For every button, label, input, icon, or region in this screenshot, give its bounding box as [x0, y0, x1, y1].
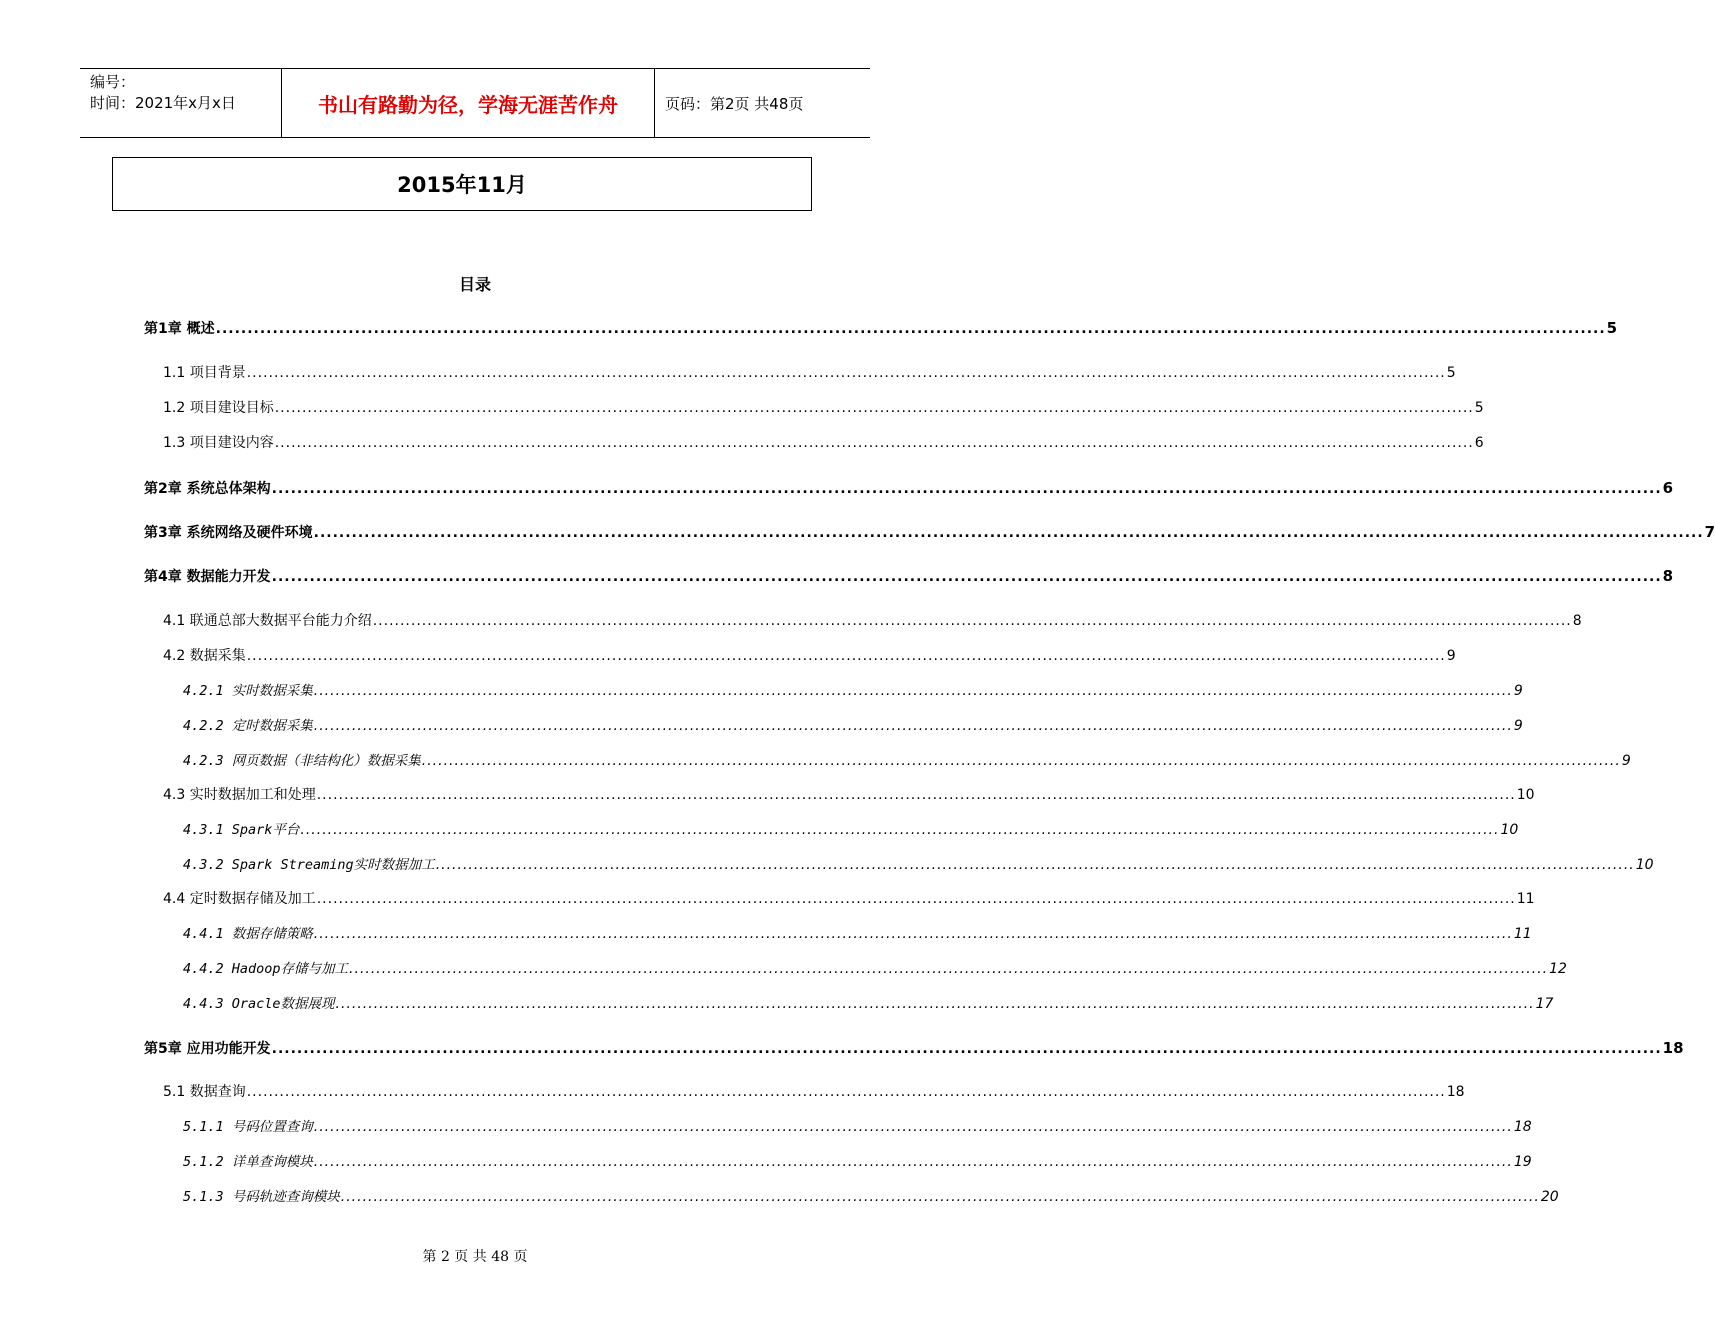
- toc-dot-leader: ............................................................................................................................................................................................................................: [300, 822, 1500, 838]
- toc-entry[interactable]: [183, 959, 1567, 979]
- toc-entry-page: 5: [1606, 319, 1618, 337]
- toc-entry-page: 11: [1513, 926, 1532, 942]
- toc-dot-leader: ............................................................................................................................................................................................................................: [313, 926, 1513, 942]
- toc-entry[interactable]: [183, 716, 1523, 736]
- motto: 书山有路勤为径，学海无涯苦作舟: [281, 69, 655, 137]
- toc-entry-label: 4.2.1 实时数据采集: [183, 683, 313, 699]
- header-left-cell: [80, 69, 281, 137]
- toc-dot-leader: ............................................................................................................................................................................................................................: [313, 525, 1704, 541]
- toc-entry[interactable]: [144, 318, 1618, 339]
- toc-entry-page: 6: [1662, 479, 1674, 497]
- toc-entry-page: 20: [1540, 1189, 1559, 1205]
- toc-entry[interactable]: [183, 681, 1523, 701]
- toc-entry-page: 10: [1516, 787, 1535, 803]
- toc-entry-label: 4.2 数据采集: [163, 648, 246, 664]
- toc-entry[interactable]: [163, 398, 1484, 418]
- toc-dot-leader: ............................................................................................................................................................................................................................: [316, 891, 1516, 907]
- toc-dot-leader: ............................................................................................................................................................................................................................: [313, 683, 1513, 699]
- toc-entry-page: 9: [1513, 718, 1523, 734]
- toc-dot-leader: ............................................................................................................................................................................................................................: [372, 613, 1572, 629]
- time-label: 时间：2021年x月x日: [90, 94, 236, 112]
- toc-dot-leader: ............................................................................................................................................................................................................................: [340, 1189, 1540, 1205]
- toc-entry-page: 11: [1516, 891, 1535, 907]
- date-title-box: [112, 157, 812, 211]
- toc-entry-label: 1.3 项目建设内容: [163, 435, 274, 451]
- toc-dot-leader: ............................................................................................................................................................................................................................: [435, 857, 1635, 873]
- toc-entry[interactable]: [163, 889, 1535, 909]
- toc-entry[interactable]: [183, 820, 1519, 840]
- toc-dot-leader: ............................................................................................................................................................................................................................: [274, 400, 1474, 416]
- toc-entry-label: 4.3 实时数据加工和处理: [163, 787, 316, 803]
- toc-entry[interactable]: [163, 363, 1456, 383]
- toc-dot-leader: ............................................................................................................................................................................................................................: [271, 1041, 1662, 1057]
- toc-entry[interactable]: [183, 1152, 1532, 1172]
- header-table: [80, 68, 870, 138]
- toc-dot-leader: ............................................................................................................................................................................................................................: [246, 648, 1446, 664]
- toc-entry[interactable]: [144, 478, 1674, 499]
- toc-entry-label: 4.4.3 Oracle数据展现: [183, 996, 335, 1012]
- toc-entry-label: 4.4 定时数据存储及加工: [163, 891, 316, 907]
- toc-entry[interactable]: [144, 522, 1715, 543]
- toc-dot-leader: ............................................................................................................................................................................................................................: [246, 365, 1446, 381]
- toc-dot-leader: ............................................................................................................................................................................................................................: [271, 569, 1662, 585]
- toc-entry-label: 5.1 数据查询: [163, 1084, 246, 1100]
- toc-entry-page: 9: [1513, 683, 1523, 699]
- toc-dot-leader: ............................................................................................................................................................................................................................: [215, 321, 1606, 337]
- toc-entry[interactable]: [163, 1082, 1465, 1102]
- toc-entry-label: 1.2 项目建设目标: [163, 400, 274, 416]
- toc-dot-leader: ............................................................................................................................................................................................................................: [313, 1119, 1513, 1135]
- toc-entry-page: 9: [1621, 753, 1631, 769]
- toc-entry-page: 6: [1474, 435, 1484, 451]
- toc-entry[interactable]: [183, 924, 1532, 944]
- page-footer: 第 2 页 共 48 页: [422, 1249, 528, 1265]
- toc-entry[interactable]: [183, 855, 1654, 875]
- toc-dot-leader: ............................................................................................................................................................................................................................: [335, 996, 1535, 1012]
- toc-dot-leader: ............................................................................................................................................................................................................................: [349, 961, 1549, 977]
- toc-entry-page: 10: [1635, 857, 1654, 873]
- toc-entry-page: 9: [1446, 648, 1456, 664]
- toc-entry[interactable]: [183, 751, 1631, 771]
- toc-entry-label: 4.4.2 Hadoop存储与加工: [183, 961, 349, 977]
- toc-entry-page: 17: [1535, 996, 1554, 1012]
- toc-entry-label: 5.1.2 详单查询模块: [183, 1154, 313, 1170]
- toc-entry-page: 18: [1662, 1039, 1684, 1057]
- toc-entry-label: 4.3.1 Spark平台: [183, 822, 300, 838]
- toc-entry-label: 1.1 项目背景: [163, 365, 246, 381]
- toc-entry-page: 18: [1446, 1084, 1465, 1100]
- toc-entry-label: 第5章 应用功能开发: [144, 1041, 271, 1057]
- toc-entry[interactable]: [163, 785, 1535, 805]
- toc-entry-page: 5: [1446, 365, 1456, 381]
- toc-dot-leader: ............................................................................................................................................................................................................................: [313, 718, 1513, 734]
- toc-heading: 目录: [458, 275, 491, 294]
- toc-dot-leader: ............................................................................................................................................................................................................................: [246, 1084, 1446, 1100]
- toc-entry[interactable]: [183, 1187, 1559, 1207]
- toc-entry-label: 4.2.3 网页数据（非结构化）数据采集: [183, 753, 421, 769]
- toc-entry[interactable]: [163, 611, 1582, 631]
- toc-entry-label: 5.1.1 号码位置查询: [183, 1119, 313, 1135]
- toc-entry[interactable]: [163, 433, 1484, 453]
- toc-entry-label: 4.1 联通总部大数据平台能力介绍: [163, 613, 372, 629]
- toc-entry-label: 4.3.2 Spark Streaming实时数据加工: [183, 857, 435, 873]
- toc-dot-leader: ............................................................................................................................................................................................................................: [271, 481, 1662, 497]
- toc-entry-page: 12: [1549, 961, 1567, 977]
- toc-entry-page: 19: [1513, 1154, 1532, 1170]
- toc-entry-page: 5: [1474, 400, 1484, 416]
- toc-entry-page: 8: [1572, 613, 1582, 629]
- toc-entry-page: 18: [1513, 1119, 1532, 1135]
- serial-label: 编号：: [90, 73, 136, 91]
- toc-entry-label: 第2章 系统总体架构: [144, 481, 271, 497]
- toc-dot-leader: ............................................................................................................................................................................................................................: [421, 753, 1621, 769]
- date-title: 2015年11月: [397, 173, 527, 197]
- toc-entry-page: 8: [1662, 567, 1674, 585]
- toc-entry[interactable]: [183, 1117, 1532, 1137]
- toc-entry-label: 第4章 数据能力开发: [144, 569, 271, 585]
- toc-entry[interactable]: [144, 566, 1674, 587]
- toc-entry[interactable]: [183, 994, 1554, 1014]
- toc-entry[interactable]: [144, 1038, 1684, 1059]
- toc-dot-leader: ............................................................................................................................................................................................................................: [313, 1154, 1513, 1170]
- toc-entry[interactable]: [163, 646, 1456, 666]
- toc-dot-leader: ............................................................................................................................................................................................................................: [316, 787, 1516, 803]
- toc-entry-page: 10: [1500, 822, 1519, 838]
- toc-entry-label: 5.1.3 号码轨迹查询模块: [183, 1189, 340, 1205]
- toc-entry-label: 第3章 系统网络及硬件环境: [144, 525, 313, 541]
- toc-entry-label: 第1章 概述: [144, 321, 215, 337]
- page-info: 页码：第2页 共48页: [665, 94, 804, 113]
- toc-dot-leader: ............................................................................................................................................................................................................................: [274, 435, 1474, 451]
- toc-entry-label: 4.2.2 定时数据采集: [183, 718, 313, 734]
- toc-entry-page: 7: [1704, 523, 1715, 541]
- toc-entry-label: 4.4.1 数据存储策略: [183, 926, 313, 942]
